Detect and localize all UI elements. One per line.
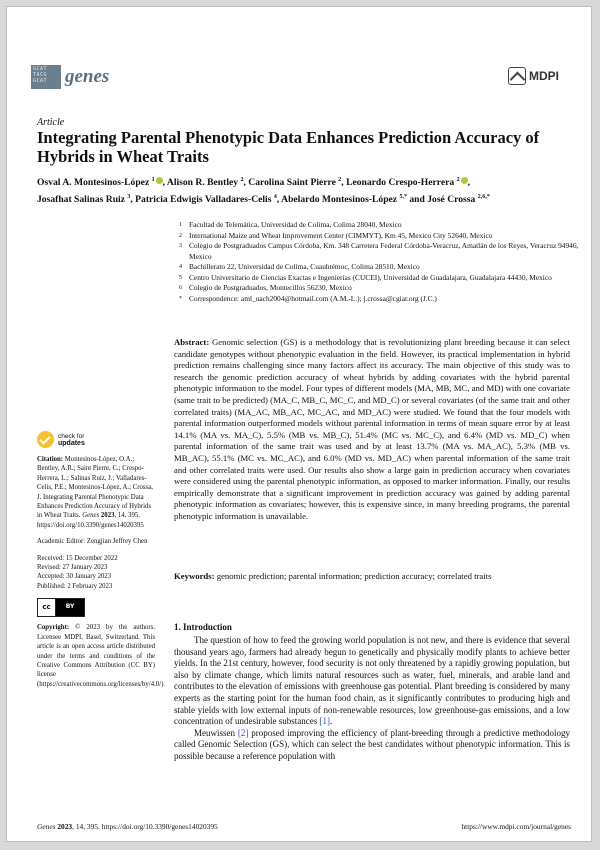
check-icon [37, 431, 54, 448]
author[interactable]: Patricia Edwigis Valladares-Celis $^4$, [135, 194, 282, 206]
article-page [6, 6, 592, 842]
keywords-label: Keywords: [174, 571, 215, 581]
affiliation: 3 Colegio de Postgraduados Campus Córdoba, Km. 348 Carretera Federal Córdoba-Veracruz, Amatlán de los Reyes, Veracruz 94946, Mexico [179, 241, 579, 261]
academic-editor: Academic Editor: Zengjian Jeffrey Chen [37, 538, 148, 546]
copyright-notice: Copyright: © 2023 by the authors. Licensee MDPI, Basel, Switzerland. This article is an open access article distributed under the terms and conditions of the Creative Commons Attribution (CC BY) license (https://creativecommons.org/licenses/by/4.0/). [37, 624, 166, 688]
journal-dna-icon: GCAT TACG GCAT [31, 65, 61, 89]
author[interactable]: Leonardo Crespo-Herrera $^2$ , [346, 177, 470, 189]
orcid-icon[interactable] [461, 177, 468, 184]
citation-link[interactable]: [1] [319, 716, 330, 727]
abstract [174, 337, 570, 523]
affiliation: 6 Colegio de Postgraduados, Montecillos 56230, Mexico [179, 283, 352, 292]
keywords [174, 571, 570, 583]
author[interactable]: Carolina Saint Pierre $^2$, [248, 177, 347, 189]
paragraph: Meuwissen [2] proposed improving the efficiency of plant-breeding through a predictive methodology called Genomic Selection (GS), which can select the best candidates without phenotypic information. This is possible because a reference population with [174, 727, 571, 761]
affiliation: 4 Bachillerato 22, Universidad de Colima, Cuauhtémoc, Colima 28510, Mexico [179, 262, 420, 271]
abstract-text: Genomic selection (GS) is a methodology that is revolutionizing plant breeding because it can select candidate genotypes without phenotypic evaluation in the field. However, its practical implementation in hybrid prediction remains challenging since many factors affect its accuracy. The main objective of this study was to research the genomic prediction accuracy of wheat hybrids by adding covariates with the hybrid parental phenotypic information to the model. Four types of different models (MA, MB, MC, and MD) with one covariate (same trait to be predicted) (MA_C, MB_C, MC_C, and MD_C) or several covariates (of the same trait and other correlated traits) (MA_AC, MB_AC, MC_AC, and MD_AC) were studied. We found that the four models with parental information outperformed models without parental information in terms of mean square error by at least 14.1% (MA vs. MA_C), 5.5% (MB vs. MB_C), 51.4% (MC vs. MC_C), and 6.4% (MD vs. MD_C) when parental information of the same trait was used and by at least 13.7% (MA vs. MA_AC), 5.3% (MB vs. MB_AC), 55.1% (MC vs. MC_AC), and 6.0% (MD vs. MD_AC) when parental information of the same trait and other correlated traits were used. Our results also show a large gain in prediction accuracy when covariates were considered using the parental phenotypic information, as opposed to marker information. Finally, our results empirically demonstrate that a significant improvement in prediction accuracy was gained by adding parental phenotypic information as covariates; however, this is expensive since, in many breeding programs, the parental phenotypic information is unavailable. [174, 337, 570, 521]
journal-logo[interactable] [31, 65, 109, 89]
citation-block: Citation: Montesinos-López, O.A.; Bentley, A.R.; Saint Pierre, C.; Crespo-Herrera, L.; Salinas Ruiz, J.; Valladares-Celis, P.E.; Montesinos-López, A.; Crossa, J. Integrating Parental Phenotypic Data Enhances Prediction Accuracy of Hybrids in Wheat Traits. Genes 2023, 14, 395. https://doi.org/10.3390/genes14020395 [37, 456, 153, 529]
page-footer [37, 822, 571, 831]
article-type: Article [37, 117, 65, 128]
author[interactable]: Abelardo Montesinos-López $^{5,*}$ and [281, 194, 428, 206]
keywords-text: genomic prediction; parental information; prediction accuracy; correlated traits [216, 571, 492, 581]
cc-by-license-icon[interactable]: cc BY [37, 598, 85, 617]
section-heading: 1. Introduction [174, 622, 232, 632]
affiliation: 5 Centro Universitario de Ciencias Exactas e Ingenierías (CUCEI), Universidad de Guadalajara, Guadalajara 44430, Mexico [179, 272, 552, 282]
author[interactable]: José Crossa $^{2,6,*}$ [427, 194, 490, 206]
introduction-text [174, 635, 570, 763]
article-info-sidebar [37, 455, 166, 696]
affiliation-list [179, 220, 579, 304]
journal-url-link[interactable]: https://www.mdpi.com/journal/genes [461, 822, 571, 831]
abstract-label: Abstract: [174, 337, 210, 347]
citation-link[interactable]: [2] [237, 727, 249, 738]
author-list [37, 173, 577, 207]
correspondence[interactable]: * Correspondence: aml_uach2004@hotmail.com (A.M.-L.); j.crossa@cgiar.org (J.C.) [179, 293, 437, 303]
publisher-logo[interactable] [508, 67, 559, 85]
citation-doi-link[interactable]: https://doi.org/10.3390/genes14020395 [37, 521, 144, 529]
author[interactable]: Josafhat Salinas Ruiz $^3$, [37, 194, 136, 206]
paragraph: The question of how to feed the growing world population is not new, and there is evidence that several thousand years ago, farmers had already begun to genetically and physically modify plants to achieve better yields. In the 21st century, however, food security is not only threatened by a rapidly growing population, but also by climate change, which limits natural resources such as water, fuel, minerals, and arable land and contributes to the elevation of emissions with greenhouse gas potential. Plant breeding is considered by many experts as the starting point for the human food chain, as it significantly contributes to producing high and stable yields with low external inputs of non-renewable resources, low greenhouse-gas emissions, and a low concentration of undesirable substances [1]. [174, 635, 570, 727]
publisher-name: MDPI [529, 69, 559, 83]
footer-citation: Genes 2023, 14, 395. https://doi.org/10.3390/genes14020395 [37, 822, 218, 831]
article-title: Integrating Parental Phenotypic Data Enhances Prediction Accuracy of Hybrids in Wheat Traits [37, 128, 540, 166]
orcid-icon[interactable] [156, 177, 163, 184]
mdpi-logo-icon [508, 67, 526, 85]
affiliation: 1 Facultad de Telemática, Universidad de Colima, Colima 28040, Mexico [179, 220, 402, 229]
affiliation: 2 International Maize and Wheat Improvement Center (CIMMYT), Km 45, Mexico City 52640, Mexico [179, 230, 493, 240]
check-for-updates-badge[interactable]: check for updates [37, 431, 85, 448]
history-dates: Received: 15 December 2022 Revised: 27 January 2023 Accepted: 30 January 2023 Published: 2 February 2023 [37, 554, 118, 590]
author[interactable]: Alison R. Bentley $^2$, [166, 177, 249, 189]
journal-name: genes [65, 66, 110, 87]
author[interactable]: Osval A. Montesinos-López $^1$ , [37, 177, 167, 189]
